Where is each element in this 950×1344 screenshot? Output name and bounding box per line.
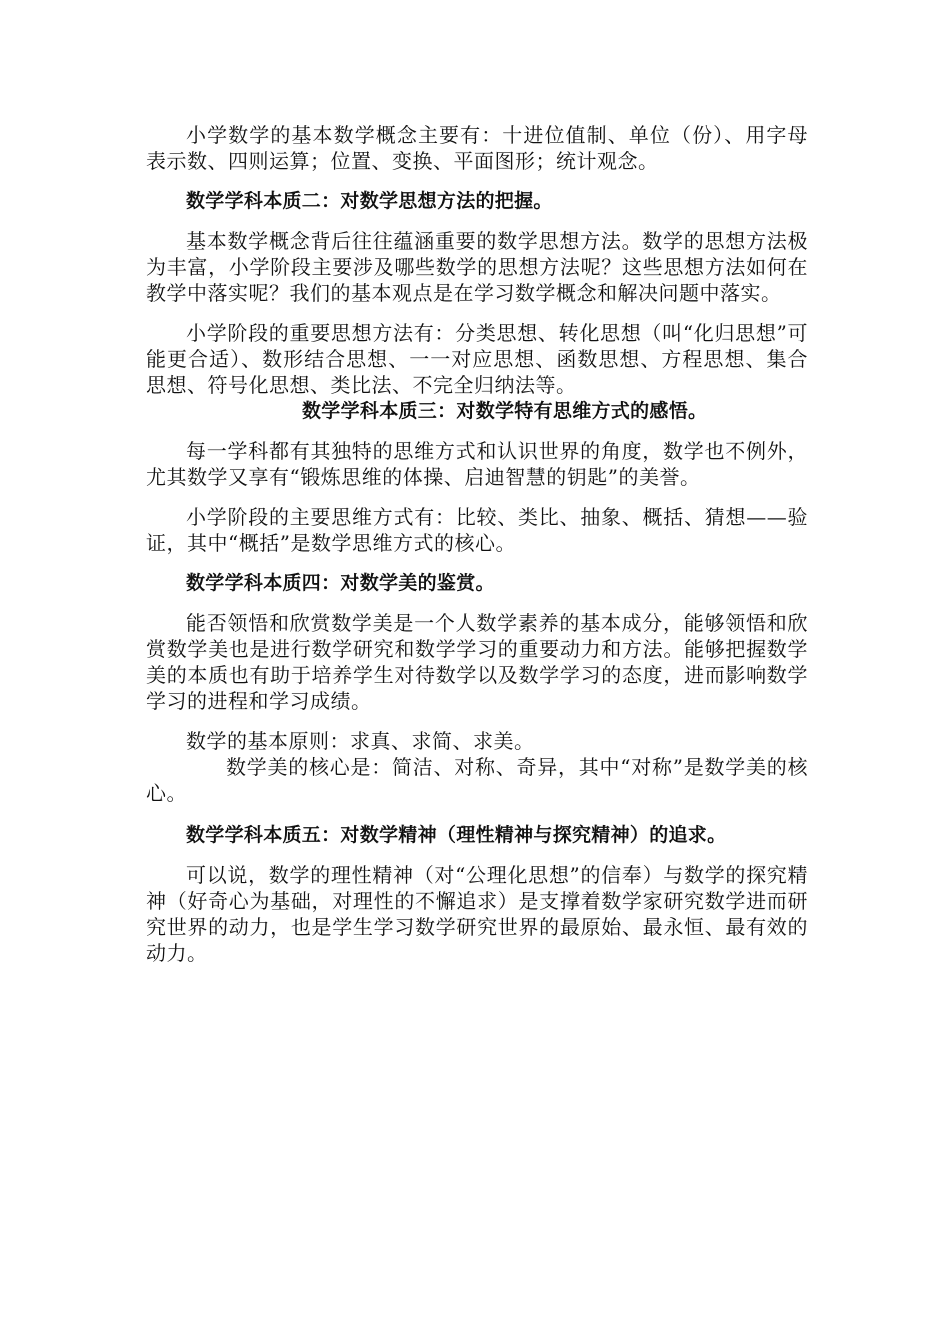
heading-essence-four: 数学学科本质四：对数学美的鉴赏。 — [186, 572, 495, 594]
paragraph-basic-concepts: 小学数学的基本数学概念主要有：十进位值制、单位（份）、用字母表示数、四则运算；位置、变换、平面图形；统计观念。 — [146, 123, 808, 173]
paragraph-thinking-methods-list: 小学阶段的重要思想方法有：分类思想、转化思想（叫“化归思想”可能更合适）、数形结合思想、一一对应思想、函数思想、方程思想、集合思想、符号化思想、类比法、不完全归纳法等。 — [146, 321, 808, 397]
paragraph-math-beauty: 能否领悟和欣赏数学美是一个人数学素养的基本成分，能够领悟和欣赏数学美也是进行数学研究和数学学习的重要动力和方法。能够把握数学美的本质也有助于培养学生对待数学以及数学学习的态度，进而影响数学学习的进程和学习成绩。 — [146, 611, 808, 713]
heading-essence-five: 数学学科本质五：对数学精神（理性精神与探究精神）的追求。 — [186, 824, 727, 846]
paragraph-math-spirit: 可以说，数学的理性精神（对“公理化思想”的信奉）与数学的探究精神（好奇心为基础，对理性的不懈追求）是支撑着数学家研究数学进而研究世界的动力，也是学生学习数学研究世界的最原始、最永恒、最有效的动力。 — [146, 863, 808, 965]
paragraph-thinking-ways-list: 小学阶段的主要思维方式有：比较、类比、抽象、概括、猜想——验证，其中“概括”是数学思维方式的核心。 — [146, 505, 808, 555]
document-body — [146, 122, 808, 966]
heading-essence-three: 数学学科本质三：对数学特有思维方式的感悟。 — [302, 400, 708, 422]
paragraph-beauty-core: 数学美的核心是：简洁、对称、奇异，其中“对称”是数学美的核心。 — [146, 755, 808, 805]
paragraph-thinking-methods-intro: 基本数学概念背后往往蕴涵重要的数学思想方法。数学的思想方法极为丰富，小学阶段主要涉及哪些数学的思想方法呢？这些思想方法如何在教学中落实呢？我们的基本观点是在学习数学概念和解决问题中落实。 — [146, 229, 808, 305]
paragraph-basic-principles: 数学的基本原则：求真、求简、求美。 — [186, 729, 535, 753]
paragraph-thinking-ways-intro: 每一学科都有其独特的思维方式和认识世界的角度，数学也不例外，尤其数学又享有“锻炼思维的体操、启迪智慧的钥匙”的美誉。 — [146, 439, 808, 489]
heading-essence-two: 数学学科本质二：对数学思想方法的把握。 — [186, 190, 553, 212]
